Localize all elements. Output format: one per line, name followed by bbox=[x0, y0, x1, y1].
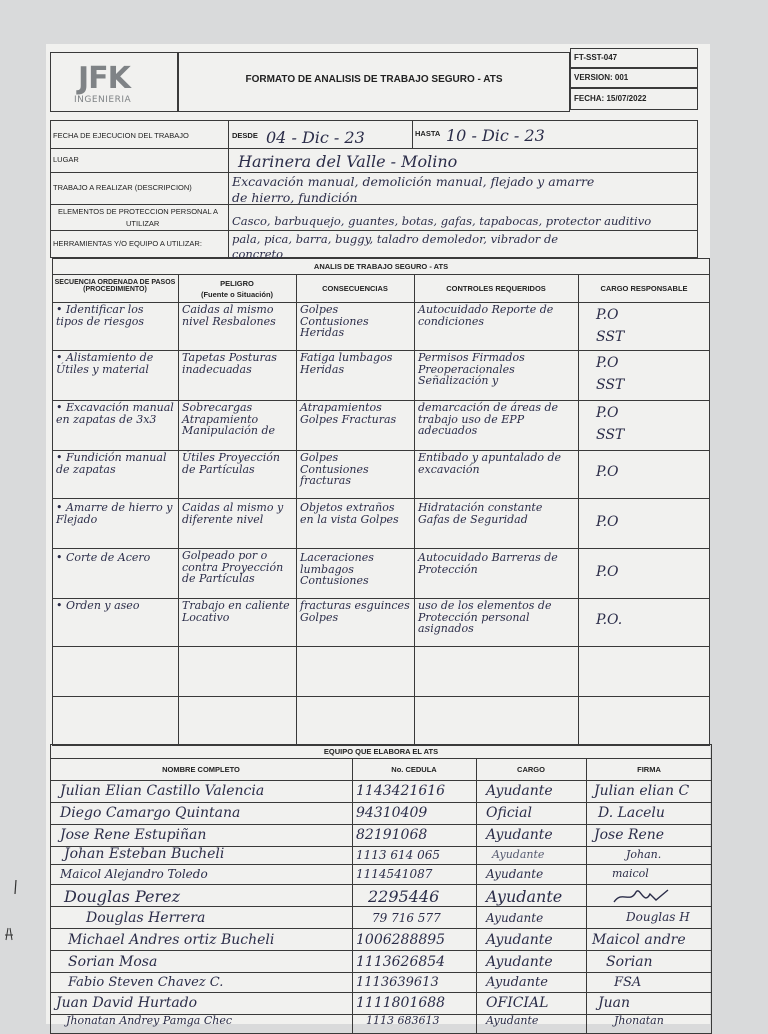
col-peligro-header-1: PELIGRO bbox=[220, 279, 254, 288]
equipo-row-10-nombre: Juan David Hurtado bbox=[56, 995, 198, 1011]
equipo-row-4-firma: maicol bbox=[612, 867, 649, 880]
equipo-row-10-cargo: OFICIAL bbox=[486, 995, 549, 1011]
equipo-row-1-cargo: Oficial bbox=[486, 805, 532, 821]
col-cargo-header: CARGO RESPONSABLE bbox=[600, 284, 688, 293]
ats-row-5-controles: Autocuidado Barreras de Protección bbox=[418, 551, 558, 576]
desde-value: 04 - Dic - 23 bbox=[266, 128, 365, 147]
equipo-row-9-nombre: Fabio Steven Chavez C. bbox=[68, 975, 224, 990]
equipo-row-3-nombre: Johan Esteban Bucheli bbox=[64, 846, 225, 862]
equipo-row-9-firma: FSA bbox=[614, 975, 642, 990]
col-controles-header: CONTROLES REQUERIDOS bbox=[446, 284, 546, 293]
equipo-row-4-cargo: Ayudante bbox=[486, 867, 544, 881]
signature-row-5 bbox=[612, 886, 672, 906]
equipo-row-2-cargo: Ayudante bbox=[486, 827, 553, 843]
equipo-row-7-firma: Maicol andre bbox=[592, 932, 686, 948]
hasta-value: 10 - Dic - 23 bbox=[446, 126, 545, 145]
equipo-row-8-cargo: Ayudante bbox=[486, 954, 553, 970]
equipo-row-4-cedula: 1114541087 bbox=[356, 867, 433, 881]
equipo-row-10-cedula: 1111801688 bbox=[356, 995, 446, 1011]
col-firma-header: FIRMA bbox=[637, 765, 661, 774]
col-secuencia-header: SECUENCIA ORDENADA DE PASOS (PROCEDIMIENTO) bbox=[54, 279, 176, 293]
col-consecuencias-header: CONSECUENCIAS bbox=[322, 284, 388, 293]
ats-row-0-consecuencias: Golpes Contusiones Heridas bbox=[300, 303, 369, 339]
epp-label-2: UTILIZAR bbox=[126, 219, 160, 228]
form-date: FECHA: 15/07/2022 bbox=[574, 94, 647, 103]
equipo-row-10-firma: Juan bbox=[598, 995, 630, 1011]
fecha-label: FECHA DE EJECUCION DEL TRABAJO bbox=[53, 131, 189, 140]
ats-row-5-consecuencias: Laceraciones lumbagos Contusiones bbox=[300, 551, 374, 587]
ats-row-1-peligro: Tapetas Posturas inadecuadas bbox=[182, 351, 277, 376]
ats-row-2-consecuencias: Atrapamientos Golpes Fracturas bbox=[300, 401, 397, 426]
ats-row-5-paso: • Corte de Acero bbox=[56, 551, 151, 564]
epp-label-1: ELEMENTOS DE PROTECCION PERSONAL A bbox=[58, 207, 219, 216]
equipo-row-0-nombre: Julian Elian Castillo Valencia bbox=[60, 783, 265, 799]
equipo-row-4-nombre: Maicol Alejandro Toledo bbox=[60, 867, 208, 881]
equipo-row-0-cargo: Ayudante bbox=[486, 783, 553, 799]
ats-row-5-cargo: P.O bbox=[596, 564, 619, 580]
equipo-row-11-cargo: Ayudante bbox=[486, 1014, 539, 1027]
ats-row-3-peligro: Útiles Proyección de Partículas bbox=[182, 451, 280, 476]
ats-row-2-paso: • Excavación manual en zapatas de 3x3 bbox=[56, 401, 174, 426]
ats-row-6-controles: uso de los elementos de Protección personal asignados bbox=[418, 599, 552, 635]
ats-row-5-peligro: Golpeado por o contra Proyección de Partículas bbox=[182, 549, 284, 585]
ats-row-2-peligro: Sobrecargas Atrapamiento Manipulación de bbox=[182, 401, 276, 437]
epp-value: Casco, barbuquejo, guantes, botas, gafas, tapabocas, protector auditivo bbox=[232, 214, 652, 228]
equipo-row-5-cargo: Ayudante bbox=[486, 887, 563, 906]
ats-row-2-cargo: P.O SST bbox=[596, 405, 625, 443]
equipo-row-2-firma: Jose Rene bbox=[594, 827, 665, 843]
ats-row-1-controles: Permisos Firmados Preoperacionales Señalización y bbox=[418, 351, 525, 387]
col-cargo-equipo-header: CARGO bbox=[517, 765, 545, 774]
ats-row-6-paso: • Orden y aseo bbox=[56, 599, 140, 612]
equipo-row-0-cedula: 1143421616 bbox=[356, 783, 446, 799]
equipo-row-8-nombre: Sorian Mosa bbox=[68, 954, 158, 970]
equipo-row-2-nombre: Jose Rene Estupiñan bbox=[60, 827, 207, 843]
ats-row-6-peligro: Trabajo en caliente Locativo bbox=[182, 599, 290, 624]
ats-row-0-peligro: Caidas al mismo nivel Resbalones bbox=[182, 303, 276, 328]
equipo-row-3-firma: Johan. bbox=[626, 848, 662, 861]
equipo-row-5-nombre: Douglas Perez bbox=[64, 887, 181, 906]
ats-row-1-cargo: P.O SST bbox=[596, 355, 625, 393]
equipo-row-6-cedula: 79 716 577 bbox=[372, 911, 441, 925]
equipo-row-1-cedula: 94310409 bbox=[356, 805, 428, 821]
equipo-row-8-firma: Sorian bbox=[606, 954, 653, 970]
equipo-row-7-cargo: Ayudante bbox=[486, 932, 553, 948]
lugar-value: Harinera del Valle - Molino bbox=[238, 152, 458, 171]
equipo-row-3-cedula: 1113 614 065 bbox=[356, 848, 440, 862]
equipo-row-5-cedula: 2295446 bbox=[368, 887, 440, 906]
ats-row-0-paso: • Identificar los tipos de riesgos bbox=[56, 303, 145, 328]
herramientas-label: HERRAMIENTAS Y/O EQUIPO A UTILIZAR: bbox=[53, 239, 202, 248]
equipo-row-11-firma: Jhonatan bbox=[614, 1014, 664, 1027]
equipo-row-11-cedula: 1113 683613 bbox=[366, 1014, 440, 1027]
ats-row-6-consecuencias: fracturas esguinces Golpes bbox=[300, 599, 410, 624]
form-title: FORMATO DE ANALISIS DE TRABAJO SEGURO - ATS bbox=[245, 74, 503, 85]
ats-row-4-cargo: P.O bbox=[596, 514, 619, 530]
ats-row-3-controles: Entibado y apuntalado de excavación bbox=[418, 451, 562, 476]
herramientas-value-1: pala, pica, barra, buggy, taladro demoledor, vibrador de bbox=[232, 232, 559, 246]
ats-row-0-cargo: P.O SST bbox=[596, 307, 625, 345]
ats-row-4-paso: • Amarre de hierro y Flejado bbox=[56, 501, 173, 526]
ats-row-1-consecuencias: Fatiga lumbagos Heridas bbox=[300, 351, 393, 376]
equipo-row-3-cargo: Ayudante bbox=[492, 848, 545, 861]
equipo-row-11-nombre: Jhonatan Andrey Pamga Chec bbox=[66, 1014, 233, 1027]
equipo-row-6-nombre: Douglas Herrera bbox=[86, 910, 206, 926]
equipo-row-9-cargo: Ayudante bbox=[486, 975, 548, 990]
equipo-row-6-firma: Douglas H bbox=[626, 910, 690, 924]
equipo-row-7-nombre: Michael Andres ortiz Bucheli bbox=[68, 932, 275, 948]
equipo-row-7-cedula: 1006288895 bbox=[356, 932, 446, 948]
col-cedula-header: No. CEDULA bbox=[391, 765, 437, 774]
ats-row-0-controles: Autocuidado Reporte de condiciones bbox=[418, 303, 554, 328]
lugar-label: LUGAR bbox=[53, 155, 79, 164]
equipo-row-0-firma: Julian elian C bbox=[594, 783, 690, 799]
logo-subtext: INGENIERIA bbox=[74, 95, 132, 105]
equipo-row-1-firma: D. Lacelu bbox=[598, 805, 665, 821]
equipo-row-6-cargo: Ayudante bbox=[486, 911, 544, 925]
desde-label: DESDE bbox=[232, 131, 258, 140]
equipo-row-9-cedula: 1113639613 bbox=[356, 975, 439, 990]
equipo-section-title: EQUIPO QUE ELABORA EL ATS bbox=[323, 747, 439, 756]
ats-row-4-peligro: Caidas al mismo y diferente nivel bbox=[182, 501, 284, 526]
logo-text: JFK bbox=[78, 61, 130, 96]
equipo-row-8-cedula: 1113626854 bbox=[356, 954, 446, 970]
ats-row-2-controles: demarcación de áreas de trabajo uso de EPP adecuados bbox=[418, 401, 559, 437]
col-peligro-header-2: (Fuente o Situación) bbox=[200, 290, 274, 299]
hasta-label: HASTA bbox=[415, 129, 441, 138]
herramientas-value-2: concreto bbox=[232, 247, 284, 261]
ats-row-4-controles: Hidratación constante Gafas de Seguridad bbox=[418, 501, 543, 526]
ats-section-title: ANALIS DE TRABAJO SEGURO - ATS bbox=[313, 262, 449, 271]
ats-form-sheet bbox=[46, 44, 710, 1027]
equipo-row-1-nombre: Diego Camargo Quintana bbox=[60, 805, 241, 821]
trabajo-value-2: de hierro, fundición bbox=[232, 190, 358, 205]
margin-pen-marks bbox=[0, 0, 44, 1024]
ats-row-3-consecuencias: Golpes Contusiones fracturas bbox=[300, 451, 369, 487]
trabajo-label: TRABAJO A REALIZAR (DESCRIPCION) bbox=[53, 183, 192, 192]
equipo-row-2-cedula: 82191068 bbox=[356, 827, 428, 843]
ats-row-4-consecuencias: Objetos extraños en la vista Golpes bbox=[300, 501, 399, 526]
trabajo-value-1: Excavación manual, demolición manual, flejado y amarre bbox=[232, 174, 595, 189]
col-nombre-header: NOMBRE COMPLETO bbox=[162, 765, 240, 774]
ats-row-1-paso: • Alistamiento de Útiles y material bbox=[56, 351, 154, 376]
ats-row-6-cargo: P.O. bbox=[596, 612, 623, 628]
ats-row-3-paso: • Fundición manual de zapatas bbox=[56, 451, 167, 476]
form-version: VERSION: 001 bbox=[574, 73, 629, 82]
form-code: FT-SST-047 bbox=[574, 53, 618, 62]
ats-row-3-cargo: P.O bbox=[596, 464, 619, 480]
company-logo bbox=[70, 59, 152, 107]
